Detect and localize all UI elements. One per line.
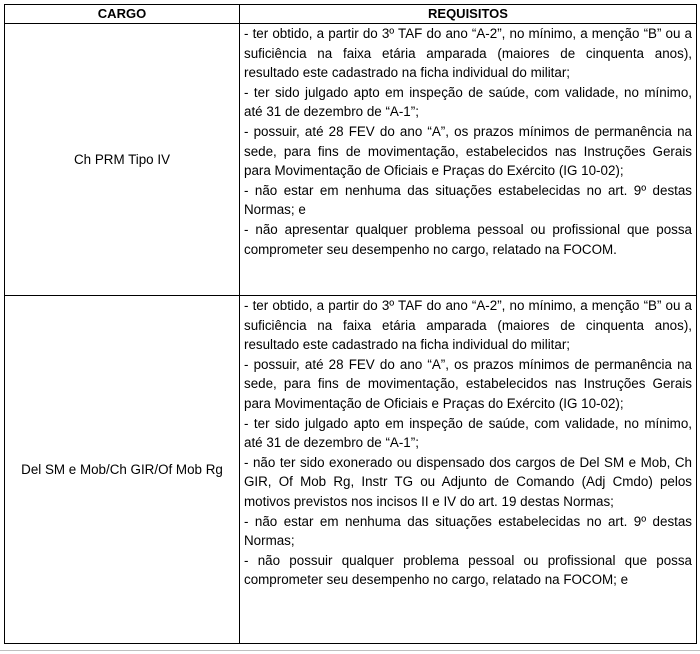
- requirement-item: - não estar em nenhuma das situações estabelecidas no art. 9º destas Normas; e: [244, 182, 692, 218]
- requirement-item: - possuir, até 28 FEV do ano “A”, os prazos mínimos de permanência na sede, para fins de movimentação, estabelecidos nas Instruções Gerais para Movimentação de Oficiais e Praças do Exército (IG 10-02);: [244, 123, 692, 179]
- requirement-item: - ter obtido, a partir do 3º TAF do ano “A-2”, no mínimo, a menção “B” ou a suficiência na faixa etária amparada (maiores de cinquenta anos), resultado este cadastrado na ficha individual do militar;: [244, 298, 692, 353]
- header-requisitos: REQUISITOS: [240, 5, 697, 24]
- requirements-table: [4, 4, 697, 644]
- cargo-cell: Del SM e Mob/Ch GIR/Of Mob Rg: [5, 296, 240, 644]
- table-row: [5, 24, 697, 296]
- requirement-item: - não apresentar qualquer problema pessoal ou profissional que possa comprometer seu desempenho no cargo, relatado na FOCOM.: [244, 221, 692, 257]
- cargo-cell: Ch PRM Tipo IV: [5, 24, 240, 296]
- header-cargo: CARGO: [5, 5, 240, 24]
- requisitos-cell: [240, 24, 697, 296]
- requirement-item: - possuir, até 28 FEV do ano “A”, os prazos mínimos de permanência na sede, para fins de movimentação, estabelecidos nas Instruções Gerais para Movimentação de Oficiais e Praças do Exército (IG 10-02);: [244, 356, 692, 411]
- requirement-item: - ter sido julgado apto em inspeção de saúde, com validade, no mínimo, até 31 de dezembro de “A-1”;: [244, 415, 692, 451]
- requirement-item: - ter obtido, a partir do 3º TAF do ano “A-2”, no mínimo, a menção “B” ou a suficiência na faixa etária amparada (maiores de cinquenta anos), resultado este cadastrado na ficha individual do militar;: [244, 26, 692, 81]
- requirement-item: - não possuir qualquer problema pessoal ou profissional que possa comprometer seu desempenho no cargo, relatado na FOCOM; e: [244, 552, 692, 588]
- table-row: [5, 296, 697, 644]
- page-bottom-divider: [0, 650, 700, 651]
- requisitos-cell: [240, 296, 697, 644]
- requirement-item: - não estar em nenhuma das situações estabelecidas no art. 9º destas Normas;: [244, 513, 692, 549]
- requirement-item: - ter sido julgado apto em inspeção de saúde, com validade, no mínimo, até 31 de dezembro de “A-1”;: [244, 84, 692, 120]
- requirement-item: - não ter sido exonerado ou dispensado dos cargos de Del SM e Mob, Ch GIR, Of Mob Rg, Instr TG ou Adjunto de Comando (Adj Cmdo) pelos motivos previstos nos incisos II e IV do art. 19 destas Normas;: [244, 454, 692, 509]
- table-header-row: [5, 5, 697, 24]
